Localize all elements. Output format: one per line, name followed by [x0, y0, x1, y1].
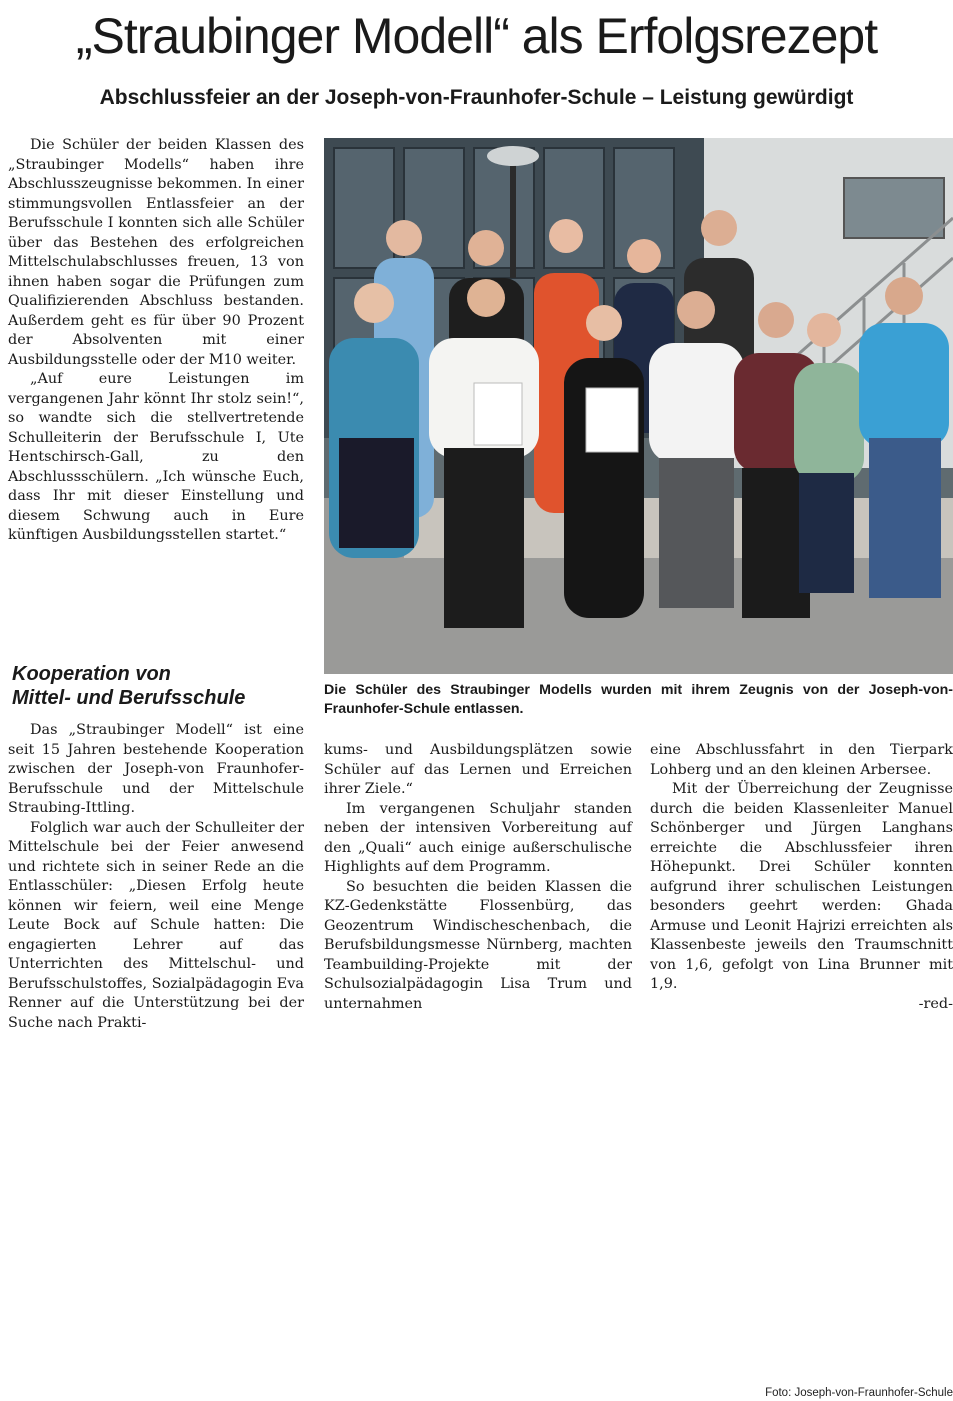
paragraph: Die Schüler der beiden Klassen des „Straubinger Modells“ haben ihre Abschlusszeugnisse bekommen. In einer stimmungsvollen Entlassfeier an der Berufsschule I konnten sich alle Schüler über das Bestehen des erfolgreichen Mittelschulabschlusses freuen, 13 von ihnen haben sogar die Prüfungen zum Qualifizierenden Abschluss bestanden. Außerdem geht es für über 90 Prozent der Absolventen mit einer Ausbildungsstelle oder der M10 weiter.: [8, 137, 304, 368]
section-heading-line: Kooperation von: [12, 663, 171, 685]
paragraph: „Auf eure Leistungen im vergangenen Jahr könnt Ihr stolz sein!“, so wandte sich die stellvertretende Schulleiterin der Berufsschule I, Ute Hentschirsch-Gall, zu den Abschlussschülern. „Ich wünsche Euch, dass Ihr mit dieser Einstellung und diesem Schwung auch in Eure künftigen Ausbildungsstellen startet.“: [8, 371, 304, 543]
author-signature: -red-: [918, 995, 953, 1012]
section-heading: [12, 662, 308, 710]
subheadline: Abschlussfeier an der Joseph-von-Fraunhofer-Schule – Leistung gewürdigt: [99, 86, 854, 109]
section-heading-line: Mittel- und Berufsschule: [12, 687, 246, 709]
paragraph: eine Abschlussfahrt in den Tierpark Lohberg und an den kleinen Arbersee.: [650, 742, 953, 778]
photo-credit: Foto: Joseph-von-Fraunhofer-Schule: [765, 1387, 953, 1399]
body-column-3: [650, 741, 953, 1014]
headline: „Straubinger Modell“ als Erfolgsrezept: [75, 8, 878, 64]
paragraph: Folglich war auch der Schulleiter der Mittelschule bei der Feier anwesend und richtete sich in seiner Rede an die Entlasschüler: „Diesen Erfolg heute können wir feiern, weil eine Menge Leute Bock auf Schule hatten: Die engagierten Lehrer auf das Unterrichten des Mittelschul- und Berufsschulstoffes, Sozialpädagogin Eva Renner auf die Unterstützung bei der Suche nach Prakti-: [8, 819, 304, 1031]
paragraph: So besuchten die beiden Klassen die KZ-Gedenkstätte Flossenbürg, das Geozentrum Windischeschenbach, die Berufsbildungsmesse Nürnberg, machten Teambuilding-Projekte mit der Schulsozialpädagogin Lisa Trum und unternahmen: [324, 878, 632, 1012]
group-photo: [324, 138, 953, 674]
photo-caption-text: Die Schüler des Straubinger Modells wurden mit ihrem Zeugnis von der Joseph-von-Fraunhofer-Schule entlassen.: [324, 682, 953, 717]
paragraph: kums- und Ausbildungsplätzen sowie Schüler auf das Lernen und Erreichen ihrer Ziele.“: [324, 742, 632, 797]
intro-column: [8, 136, 304, 546]
body-column-2: [324, 741, 632, 1014]
paragraph: Das „Straubinger Modell“ ist eine seit 15 Jahren bestehende Kooperation zwischen der Joseph-von Fraunhofer-Berufsschule und der Mittelschule Straubing-Ittling.: [8, 722, 304, 816]
body-column-1: [8, 721, 304, 1033]
paragraph: Im vergangenen Schuljahr standen neben der intensiven Vorbereitung auf den „Quali“ auch einige außerschulische Highlights auf dem Programm.: [324, 800, 632, 875]
paragraph: Mit der Überreichung der Zeugnisse durch die beiden Klassenleiter Manuel Schönberger und Jürgen Langhans erreichte die Abschlussfeier ihren Höhepunkt. Drei Schüler konnten aufgrund ihrer schulischen Leistungen besonders geehrt werden: Ghada Armuse und Leonit Hajrizi erreichten als Klassenbeste jeweils den Traumschnitt von 1,6, gefolgt von Lina Brunner mit 1,9.: [650, 781, 953, 992]
